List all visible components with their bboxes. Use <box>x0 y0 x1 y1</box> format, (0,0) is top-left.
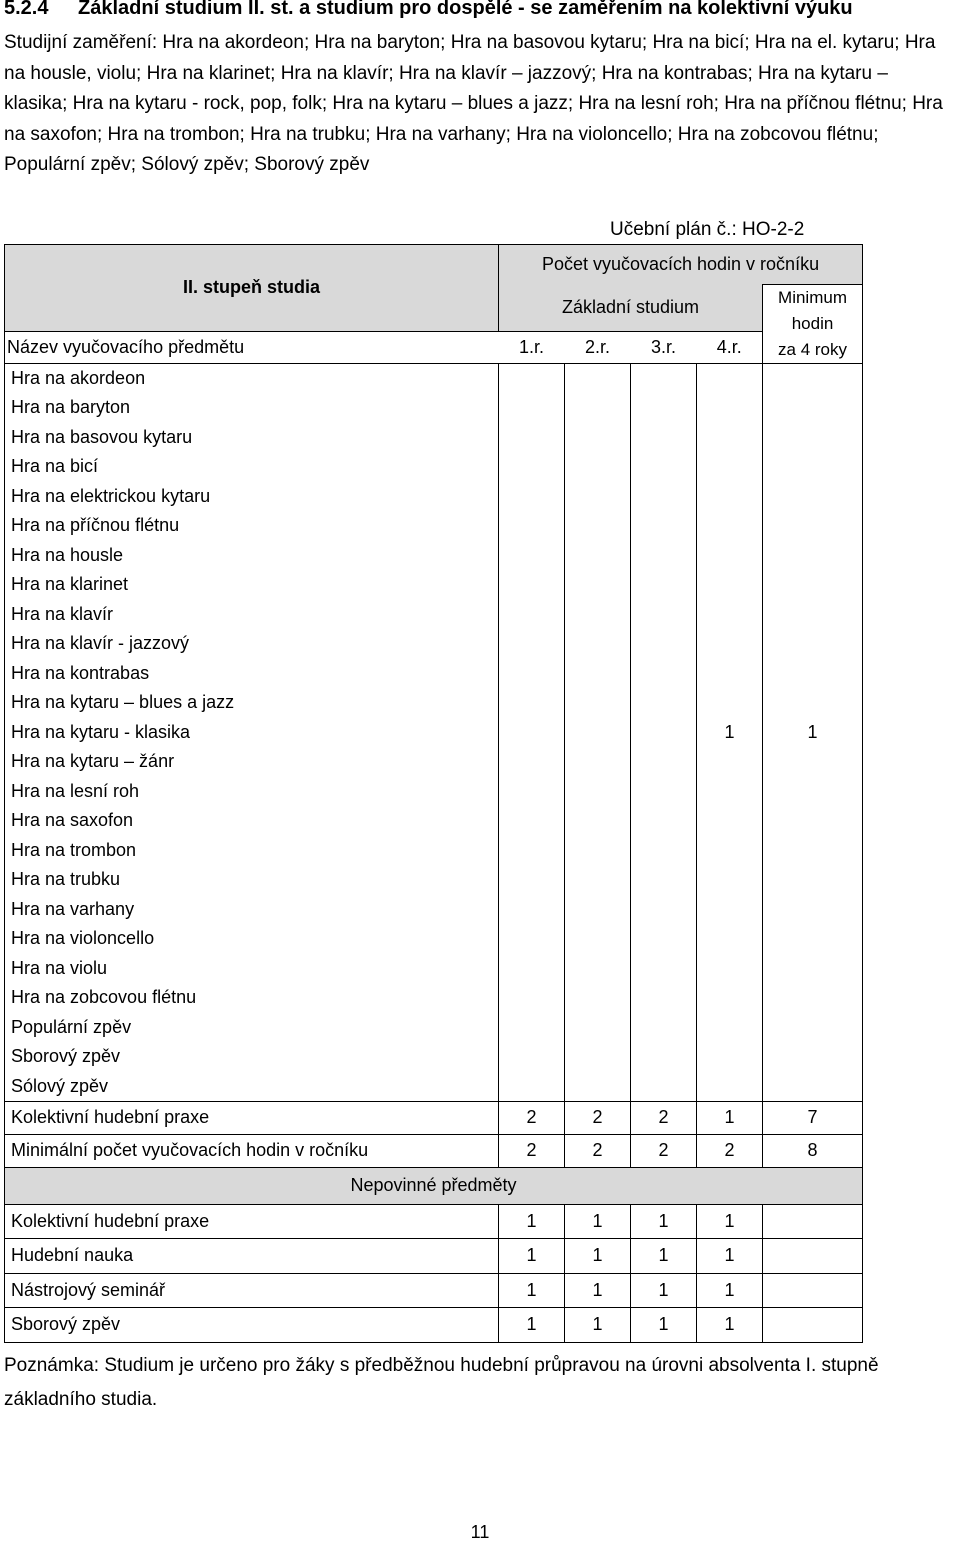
curriculum-plan-label: Učební plán č.: HO-2-2 <box>610 219 805 240</box>
hours-cell <box>499 718 565 748</box>
hours-cell <box>631 1013 697 1043</box>
hours-cell <box>499 1042 565 1072</box>
hours-cell <box>499 1072 565 1102</box>
instrument-name: Hra na kytaru - klasika <box>5 718 499 748</box>
hours-cell <box>631 983 697 1013</box>
hours-cell <box>631 1042 697 1072</box>
section-number: 5.2.4 <box>4 0 49 19</box>
hours-cell <box>631 423 697 453</box>
minimum-cell <box>763 1204 863 1239</box>
hours-cell <box>565 836 631 866</box>
hours-cell <box>631 570 697 600</box>
minimum-cell <box>763 511 863 541</box>
hours-cell <box>697 983 763 1013</box>
minimum-cell <box>763 1308 863 1343</box>
hours-cell <box>499 482 565 512</box>
hours-cell <box>697 482 763 512</box>
hours-cell <box>565 423 631 453</box>
hours-cell <box>565 364 631 394</box>
hours-cell <box>499 541 565 571</box>
hours-cell <box>565 895 631 925</box>
instrument-name: Hra na příčnou flétnu <box>5 511 499 541</box>
minimum-cell: 8 <box>763 1134 863 1167</box>
hours-cell <box>499 364 565 394</box>
hours-cell <box>499 629 565 659</box>
table-row <box>5 1273 863 1308</box>
hours-cell <box>697 452 763 482</box>
hours-cell: 1 <box>697 1308 763 1343</box>
minimum-cell: 1 <box>763 718 863 748</box>
hours-cell <box>697 629 763 659</box>
hours-cell <box>565 629 631 659</box>
year-header: 2.r. <box>565 331 631 363</box>
hours-cell <box>631 688 697 718</box>
hours-cell <box>499 954 565 984</box>
minimum-cell <box>763 806 863 836</box>
hours-cell: 1 <box>631 1308 697 1343</box>
hours-cell <box>631 718 697 748</box>
hours-cell <box>697 600 763 630</box>
hours-cell: 1 <box>697 1273 763 1308</box>
minimum-cell <box>763 1239 863 1274</box>
optional-subject-name: Sborový zpěv <box>5 1308 499 1343</box>
hours-cell <box>631 452 697 482</box>
minimum-cell <box>763 1013 863 1043</box>
table-row <box>5 1072 863 1102</box>
hours-cell: 2 <box>499 1134 565 1167</box>
hours-cell <box>631 924 697 954</box>
minimum-cell <box>763 570 863 600</box>
minimum-cell <box>763 1072 863 1102</box>
instrument-name: Hra na basovou kytaru <box>5 423 499 453</box>
optional-subject-name: Hudební nauka <box>5 1239 499 1274</box>
instrument-name: Hra na baryton <box>5 393 499 423</box>
hours-cell <box>697 1072 763 1102</box>
hours-cell <box>697 924 763 954</box>
hours-cell <box>697 393 763 423</box>
hours-cell: 2 <box>697 1134 763 1167</box>
instrument-name: Sborový zpěv <box>5 1042 499 1072</box>
hours-cell <box>499 393 565 423</box>
table-row <box>5 747 863 777</box>
hours-cell <box>565 777 631 807</box>
table-row <box>5 865 863 895</box>
instrument-rows <box>5 364 863 1102</box>
hours-cell <box>631 954 697 984</box>
instrument-name: Hra na kontrabas <box>5 659 499 689</box>
table-row <box>5 1101 863 1134</box>
hours-cell <box>565 806 631 836</box>
table-row <box>5 895 863 925</box>
hours-cell <box>565 688 631 718</box>
hours-cell <box>631 836 697 866</box>
hours-cell <box>499 865 565 895</box>
subject-column-header: Název vyučovacího předmětu <box>5 331 499 363</box>
minimum-cell <box>763 983 863 1013</box>
instrument-name: Hra na klarinet <box>5 570 499 600</box>
hours-cell: 1 <box>697 1239 763 1274</box>
hours-cell: 2 <box>631 1101 697 1134</box>
hours-cell <box>565 511 631 541</box>
table-row <box>5 718 863 748</box>
hours-cell: 1 <box>499 1273 565 1308</box>
hours-cell <box>697 1013 763 1043</box>
instrument-name: Hra na zobcovou flétnu <box>5 983 499 1013</box>
instrument-name: Hra na kytaru – žánr <box>5 747 499 777</box>
instrument-name: Hra na saxofon <box>5 806 499 836</box>
minimum-cell <box>763 895 863 925</box>
table-row <box>5 452 863 482</box>
hours-cell <box>565 600 631 630</box>
hours-cell: 2 <box>631 1134 697 1167</box>
table-row <box>5 1134 863 1167</box>
hours-cell <box>499 895 565 925</box>
hours-cell <box>499 600 565 630</box>
minimum-cell <box>763 600 863 630</box>
minimum-cell <box>763 865 863 895</box>
hours-cell: 1 <box>499 1239 565 1274</box>
hours-cell <box>697 364 763 394</box>
table-row <box>5 806 863 836</box>
instrument-name: Hra na housle <box>5 541 499 571</box>
minimum-cell <box>763 364 863 394</box>
hours-cell <box>631 541 697 571</box>
note-paragraph: Poznámka: Studium je určeno pro žáky s předběžnou hudební průpravou na úrovni absolventa I. stupně základního studia. <box>4 1355 879 1410</box>
year-header: 4.r. <box>697 331 763 363</box>
hours-cell <box>499 836 565 866</box>
table-row <box>5 541 863 571</box>
table-row <box>5 629 863 659</box>
hours-cell <box>697 806 763 836</box>
study-focus-paragraph: Studijní zaměření: Hra na akordeon; Hra na baryton; Hra na basovou kytaru; Hra na bicí; Hra na el. kytaru; Hra na housle, violu; Hra na klarinet; Hra na klavír; Hra na klavír – jazzový; Hra na kontrabas; Hra na kytaru – klasika; Hra na kytaru - rock, pop, folk; Hra na kytaru – blues a jazz; Hra na lesní roh; Hra na příčnou flétnu; Hra na saxofon; Hra na trombon; Hra na trubku; Hra na varhany; Hra na violoncello; Hra na zobcovou flétnu; Populární zpěv; Sólový zpěv; Sborový zpěv <box>4 32 943 175</box>
hours-cell <box>697 570 763 600</box>
hours-per-year-header: Počet vyučovacích hodin v ročníku <box>499 245 863 285</box>
table-row <box>5 1204 863 1239</box>
hours-cell <box>499 924 565 954</box>
instrument-name: Hra na lesní roh <box>5 777 499 807</box>
minimum-cell <box>763 659 863 689</box>
instrument-name: Hra na trubku <box>5 865 499 895</box>
hours-cell <box>499 659 565 689</box>
hours-cell <box>697 1042 763 1072</box>
table-row <box>5 924 863 954</box>
instrument-name: Hra na klavír - jazzový <box>5 629 499 659</box>
hours-cell <box>631 806 697 836</box>
hours-cell <box>499 747 565 777</box>
table-row <box>5 836 863 866</box>
hours-cell <box>499 688 565 718</box>
minimum-cell <box>763 629 863 659</box>
section-heading <box>4 0 853 20</box>
basic-study-header: Základní studium <box>499 285 763 332</box>
year-header: 3.r. <box>631 331 697 363</box>
minimum-cell: 7 <box>763 1101 863 1134</box>
hours-cell <box>697 423 763 453</box>
minimum-cell <box>763 452 863 482</box>
minimum-cell <box>763 393 863 423</box>
table-row <box>5 482 863 512</box>
hours-cell <box>631 1072 697 1102</box>
hours-cell <box>499 452 565 482</box>
instrument-name: Hra na varhany <box>5 895 499 925</box>
hours-cell <box>565 482 631 512</box>
hours-cell <box>631 747 697 777</box>
instrument-name: Sólový zpěv <box>5 1072 499 1102</box>
hours-cell <box>565 1042 631 1072</box>
table-row <box>5 983 863 1013</box>
minimum-cell <box>763 1042 863 1072</box>
minimum-cell <box>763 541 863 571</box>
hours-cell: 1 <box>499 1308 565 1343</box>
hours-cell <box>565 865 631 895</box>
hours-cell <box>631 600 697 630</box>
minimum-cell <box>763 924 863 954</box>
hours-cell <box>697 747 763 777</box>
hours-cell <box>697 865 763 895</box>
hours-cell <box>565 1072 631 1102</box>
hours-cell: 1 <box>631 1239 697 1274</box>
table-row <box>5 777 863 807</box>
hours-cell <box>499 983 565 1013</box>
hours-cell: 1 <box>565 1308 631 1343</box>
hours-cell <box>631 659 697 689</box>
collective-practice-label: Kolektivní hudební praxe <box>5 1101 499 1134</box>
instrument-name: Hra na violu <box>5 954 499 984</box>
optional-subject-name: Nástrojový seminář <box>5 1273 499 1308</box>
optional-rows <box>5 1204 863 1342</box>
hours-cell <box>499 1013 565 1043</box>
stage-header: II. stupeň studia <box>5 245 499 332</box>
hours-cell <box>631 393 697 423</box>
hours-cell <box>565 1013 631 1043</box>
hours-cell: 1 <box>565 1273 631 1308</box>
hours-cell <box>697 511 763 541</box>
hours-cell <box>631 629 697 659</box>
minimum-cell <box>763 777 863 807</box>
hours-cell <box>565 393 631 423</box>
minimum-cell <box>763 423 863 453</box>
hours-cell <box>499 570 565 600</box>
minimum-header-line1: Minimum <box>778 288 847 307</box>
hours-cell <box>565 954 631 984</box>
table-row <box>5 688 863 718</box>
instrument-name: Hra na kytaru – blues a jazz <box>5 688 499 718</box>
hours-cell: 1 <box>565 1239 631 1274</box>
table-row <box>5 1239 863 1274</box>
minimum-hours-label: Minimální počet vyučovacích hodin v ročníku <box>5 1134 499 1167</box>
optional-subject-name: Kolektivní hudební praxe <box>5 1204 499 1239</box>
optional-subjects-header: Nepovinné předměty <box>5 1167 863 1204</box>
table-row <box>5 600 863 630</box>
hours-cell <box>565 983 631 1013</box>
hours-cell <box>565 541 631 571</box>
hours-cell <box>697 541 763 571</box>
hours-cell <box>697 895 763 925</box>
hours-cell <box>697 777 763 807</box>
table-row <box>5 570 863 600</box>
hours-cell: 1 <box>631 1273 697 1308</box>
hours-cell: 2 <box>565 1101 631 1134</box>
table-row <box>5 659 863 689</box>
hours-cell <box>697 954 763 984</box>
hours-cell: 1 <box>697 1204 763 1239</box>
hours-cell: 2 <box>499 1101 565 1134</box>
minimum-cell <box>763 482 863 512</box>
hours-cell <box>631 364 697 394</box>
table-row <box>5 1013 863 1043</box>
hours-cell: 2 <box>565 1134 631 1167</box>
table-row <box>5 511 863 541</box>
table-row <box>5 1042 863 1072</box>
minimum-header-line3: za 4 roky <box>778 340 847 359</box>
hours-cell <box>499 511 565 541</box>
hours-cell <box>565 747 631 777</box>
hours-cell <box>697 659 763 689</box>
hours-cell <box>499 423 565 453</box>
instrument-name: Hra na trombon <box>5 836 499 866</box>
hours-cell: 1 <box>565 1204 631 1239</box>
minimum-cell <box>763 836 863 866</box>
hours-cell <box>631 777 697 807</box>
hours-cell <box>565 659 631 689</box>
hours-cell: 1 <box>697 718 763 748</box>
hours-cell <box>631 895 697 925</box>
instrument-name: Hra na akordeon <box>5 364 499 394</box>
hours-cell <box>565 718 631 748</box>
minimum-cell <box>763 1273 863 1308</box>
hours-cell <box>565 570 631 600</box>
hours-cell <box>697 688 763 718</box>
curriculum-table <box>4 244 863 1343</box>
year-header: 1.r. <box>499 331 565 363</box>
table-row <box>5 393 863 423</box>
hours-cell: 1 <box>499 1204 565 1239</box>
hours-cell: 1 <box>697 1101 763 1134</box>
instrument-name: Hra na klavír <box>5 600 499 630</box>
minimum-cell <box>763 954 863 984</box>
hours-cell <box>565 924 631 954</box>
minimum-header-line2: hodin <box>791 314 834 333</box>
instrument-name: Hra na violoncello <box>5 924 499 954</box>
minimum-cell <box>763 747 863 777</box>
minimum-hours-header <box>763 285 863 364</box>
hours-cell <box>565 452 631 482</box>
table-row <box>5 364 863 394</box>
hours-cell <box>499 777 565 807</box>
table-row <box>5 954 863 984</box>
hours-cell <box>631 865 697 895</box>
minimum-cell <box>763 688 863 718</box>
hours-cell <box>499 806 565 836</box>
instrument-name: Populární zpěv <box>5 1013 499 1043</box>
hours-cell <box>631 482 697 512</box>
instrument-name: Hra na bicí <box>5 452 499 482</box>
page-number: 11 <box>470 1522 490 1542</box>
table-row <box>5 423 863 453</box>
hours-cell <box>697 836 763 866</box>
hours-cell: 1 <box>631 1204 697 1239</box>
hours-cell <box>631 511 697 541</box>
instrument-name: Hra na elektrickou kytaru <box>5 482 499 512</box>
table-row <box>5 1308 863 1343</box>
section-title: Základní studium II. st. a studium pro dospělé - se zaměřením na kolektivní výuku <box>78 0 853 19</box>
